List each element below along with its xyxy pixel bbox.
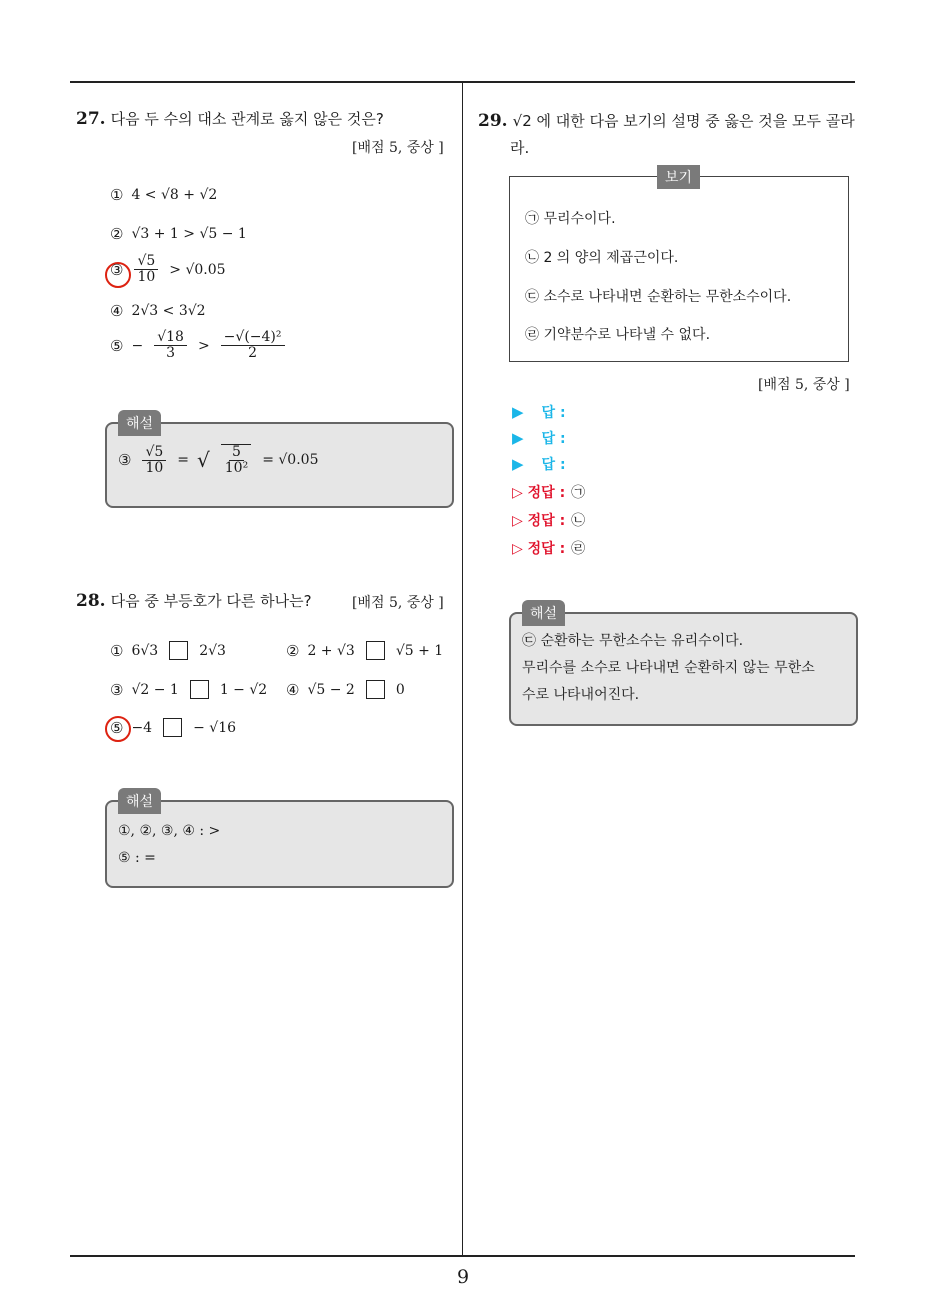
q27-header (76, 108, 384, 129)
q27-solution-tag: 해설 (118, 410, 161, 436)
q28-option-1: ① 6√3 2√3 (110, 641, 226, 660)
page-number: 9 (456, 1266, 470, 1288)
bottom-rule (70, 1255, 855, 1257)
q27-option-5: ⑤ − $\frac{√18}{3}$ > $\frac{\text{−√(−4)²}}{2}$ (110, 330, 288, 362)
answer-blank-2[interactable]: ▶ 답 : (512, 429, 566, 447)
correct-answer-2: ▷ 정답 : ㉡ (512, 513, 586, 529)
q29-solution-tag: 해설 (522, 600, 565, 626)
q27-option-2: ② √3 + 1 > √5 − 1 (110, 225, 247, 243)
bogi-tag: 보기 (657, 165, 700, 189)
q27-text: 다음 두 수의 대소 관계로 옳지 않은 것은? (110, 110, 384, 128)
q29-text-line1: √2 에 대한 다음 보기의 설명 중 옳은 것을 모두 골라 (512, 112, 855, 130)
correct-answer-3: ▷ 정답 : ㉣ (512, 541, 586, 557)
q27-score: [배점 5, 중상 ] (352, 140, 444, 156)
column-divider (462, 83, 463, 1256)
q28-option-3: ③ √2 − 1 1 − √2 (110, 680, 268, 699)
correct-answer-1: ▷ 정답 : ㉠ (512, 485, 586, 501)
bogi-item-3: ㉢ 소수로 나타내면 순환하는 무한소수이다. (525, 289, 792, 305)
bogi-item-2: ㉡ 2 의 양의 제곱근이다. (525, 250, 679, 266)
q27-option-4: ④ 2√3 < 3√2 (110, 302, 206, 320)
bogi-item-1: ㉠ 무리수이다. (525, 211, 616, 227)
q28-solution-content: ①, ②, ③, ④ : > ⑤ : = (118, 823, 221, 866)
q28-option-2: ② 2 + √3 √5 + 1 (286, 641, 444, 660)
q27-number: 27. (76, 109, 106, 129)
answer-blank-1[interactable]: ▶ 답 : (512, 403, 566, 421)
q28-option-5: ⑤ −4 − √16 (110, 718, 237, 737)
q29-header (478, 110, 858, 131)
q29-number: 29. (478, 111, 508, 131)
q27-solution-content: ③ $\frac{√5}{10}$ = √ $\frac{5}{\text{10²}}$ = √0.05 (118, 443, 319, 477)
q29-text-line2: 라. (510, 139, 530, 157)
q28-text: 다음 중 부등호가 다른 하나는? (110, 592, 312, 610)
q28-number: 28. (76, 591, 106, 611)
q28-solution-tag: 해설 (118, 788, 161, 814)
blank-box (163, 718, 182, 737)
blank-box (366, 680, 385, 699)
answer-blank-3[interactable]: ▶ 답 : (512, 455, 566, 473)
q28-option-4: ④ √5 − 2 0 (286, 680, 405, 699)
blank-box (169, 641, 188, 660)
q29-solution-content: ㉢ 순환하는 무한소수는 유리수이다. 무리수를 소수로 나타내면 순환하지 않는 무한소 수로 나타내어진다. (522, 633, 815, 703)
q28-score: [배점 5, 중상 ] (352, 595, 444, 611)
q27-option-1: ① 4 < √8 + √2 (110, 186, 218, 204)
bogi-item-4: ㉣ 기약분수로 나타낼 수 없다. (525, 327, 711, 343)
q29-score: [배점 5, 중상 ] (758, 377, 850, 393)
q28-header (76, 590, 312, 611)
blank-box (190, 680, 209, 699)
q27-option-3: ③ $\frac{√5}{10}$ > √0.05 (110, 253, 226, 286)
blank-box (366, 641, 385, 660)
